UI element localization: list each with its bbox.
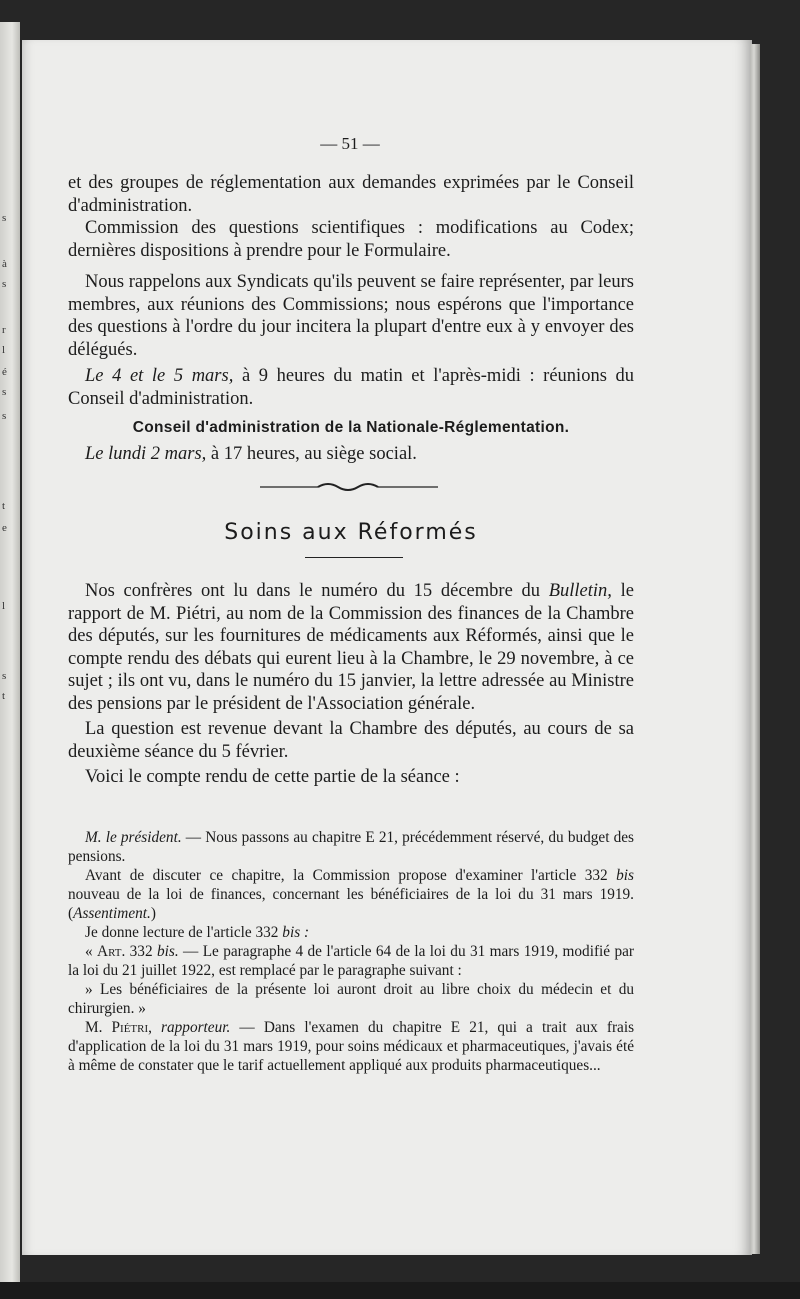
transcript-commission bbox=[68, 866, 634, 923]
conseil-date-rest: à 17 heures, au siège social. bbox=[206, 444, 417, 464]
transcript-block bbox=[68, 828, 634, 1075]
bottom-shadow bbox=[0, 1282, 800, 1299]
s3-text: Je donne lecture de l'article 332 bbox=[85, 924, 283, 941]
conseil-block bbox=[68, 419, 634, 466]
p1-text-a: Nos confrères ont lu dans le numéro du 15 décembre du bbox=[85, 581, 549, 601]
margin-letter: t bbox=[2, 500, 6, 512]
margin-letter: s bbox=[2, 212, 7, 224]
s6-m: M. bbox=[85, 1019, 112, 1036]
adjacent-page-edge bbox=[0, 22, 20, 1282]
president-text: — Nous passons au chapitre E 21, précédemment réservé, du budget des pensions. bbox=[68, 829, 634, 865]
section-paragraph-2: La question est revenue devant la Chambre des députés, au cours de sa deuxième séance du 5 février. bbox=[68, 719, 634, 762]
margin-letter: l bbox=[2, 600, 6, 612]
intro-paragraph: Nous rappelons aux Syndicats qu'ils peuvent se faire représenter, par leurs membres, aux réunions des Commissions; nous espérons que l'importance des questions à l'ordre du jour incitera la plupart d'entre eux à y envoyer des délégués. bbox=[68, 272, 634, 360]
margin-letter: à bbox=[2, 258, 7, 270]
transcript-article bbox=[68, 942, 634, 980]
section-body bbox=[68, 580, 634, 789]
s2-italic: bis bbox=[616, 867, 634, 884]
section-title-wrap bbox=[68, 520, 634, 545]
intro-dates bbox=[68, 365, 634, 410]
margin-letter: t bbox=[2, 690, 6, 702]
margin-letter: s bbox=[2, 410, 7, 422]
speaker-pietri: Piétri, bbox=[111, 1019, 152, 1036]
transcript-president bbox=[68, 828, 634, 866]
transcript-lecture bbox=[68, 923, 634, 942]
p1-text-b: le rapport de M. Piétri, au nom de la Commission des finances de la Chambre des députés, sur les fournitures de médicaments aux Réformés, ainsi que le compte rendu des débats qui eurent lieu à la Chambre, le 29 novembre, à ce sujet ; ils ont vu, dans le numéro du 15 janvier, la lettre adressée au Ministre des pensions par le président de l'Association générale. bbox=[68, 581, 634, 714]
section-paragraph-3: Voici le compte rendu de cette partie de la séance : bbox=[85, 767, 460, 787]
section-paragraph-1 bbox=[68, 580, 634, 715]
page-edge bbox=[750, 44, 760, 1254]
margin-letter: s bbox=[2, 670, 7, 682]
s3-italic: bis : bbox=[282, 924, 310, 941]
ornament-divider bbox=[258, 478, 440, 494]
s2-assentiment: Assentiment. bbox=[73, 905, 151, 922]
intro-line-2: Commission des questions scientifiques : modifications au Codex; dernières dispositions à prendre pour le Formulaire. bbox=[68, 218, 634, 261]
s2-text-a: Avant de discuter ce chapitre, la Commission propose d'examiner l'article 332 bbox=[85, 867, 617, 884]
s4-art: Art. bbox=[97, 943, 126, 960]
conseil-heading: Conseil d'administration de la Nationale-Réglementation. bbox=[132, 419, 570, 436]
bulletin-italic: Bulletin, bbox=[548, 581, 612, 601]
speaker-president: M. le président. bbox=[85, 829, 182, 846]
s4-text: — Le paragraphe 4 de l'article 64 de la loi du 31 mars 1919, modifié par la loi du 21 juillet 1922, est remplacé par le paragraphe suivant : bbox=[68, 943, 634, 979]
s4-quote: « bbox=[85, 943, 98, 960]
conseil-date bbox=[68, 443, 634, 466]
transcript-beneficiaires: » Les bénéficiaires de la présente loi auront droit au libre choix du médecin et du chirurgien. » bbox=[68, 981, 634, 1017]
conseil-date-italic: Le lundi 2 mars, bbox=[85, 444, 207, 464]
transcript-pietri bbox=[68, 1018, 634, 1075]
s2-text-c: ) bbox=[150, 905, 156, 922]
section-title: Soins aux Réformés bbox=[224, 520, 478, 545]
s6-text: — Dans l'examen du chapitre E 21, qui a trait aux frais d'application de la loi du 31 mars 1919, pour soins médicaux et pharmaceutiques, j'avais été à même de constater que le tarif actuellement appliqué aux produits pharmaceutiques... bbox=[68, 1019, 635, 1074]
margin-letter: e bbox=[2, 522, 7, 534]
dates-italic: Le 4 et le 5 mars, bbox=[85, 366, 234, 386]
title-underline bbox=[305, 557, 403, 558]
margin-letter: r bbox=[2, 324, 6, 336]
ornament-icon bbox=[258, 478, 440, 494]
intro-block bbox=[68, 172, 634, 410]
margin-letter: é bbox=[2, 366, 7, 378]
page-number: — 51 — bbox=[320, 134, 380, 153]
margin-letter: s bbox=[2, 386, 7, 398]
s4-number: 332 bbox=[125, 943, 157, 960]
margin-letter: s bbox=[2, 278, 7, 290]
s4-bis: bis. bbox=[156, 943, 179, 960]
margin-letter: l bbox=[2, 344, 6, 356]
intro-line-1: et des groupes de réglementation aux demandes exprimées par le Conseil d'administration. bbox=[68, 173, 634, 216]
s2-text-b: nouveau de la loi de finances, concernant les bénéficiaires de la loi du 31 mars 1919. ( bbox=[68, 886, 634, 922]
s6-rapporteur: rapporteur. bbox=[151, 1019, 231, 1036]
dates-rest: à 9 heures du matin et l'après-midi : réunions du Conseil d'administration. bbox=[68, 366, 634, 409]
